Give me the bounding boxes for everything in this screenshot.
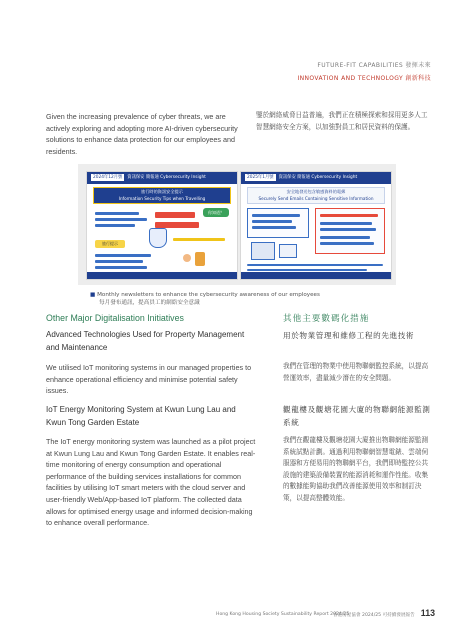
newsletter-title	[93, 187, 231, 204]
section-title-zh: 其他主要數碼化措施	[283, 314, 370, 324]
bullet-icon: ■	[90, 292, 96, 298]
tips-box	[247, 208, 309, 238]
text-line	[95, 260, 143, 263]
page-number: 113	[420, 608, 435, 618]
text-line	[320, 242, 374, 245]
energy-monitoring-body-en: The IoT energy monitoring system was launched as a pilot project at Kwun Lung Lau and Kwun Tong Garden Estate. It enables real-time monitoring of energy consumption and operational performance of the building services installations for common facilities by utilising IoT smart meters with the cloud server and user-friendly Web/App-based IoT platform. The collected data allows for optimised energy usage and informed decision-making to enhance overall performance.	[46, 437, 256, 528]
text-line	[252, 220, 292, 223]
travel-tag	[95, 240, 125, 248]
section-header: FUTURE-FIT CAPABILITIES 發揮未來	[317, 62, 431, 69]
newsletter-footer-band	[241, 272, 391, 279]
title-zh: 旅行時的資訊安全提示	[141, 189, 183, 194]
caption-en: Monthly newsletters to enhance the cybersecurity awareness of our employees	[97, 292, 320, 298]
newsletter-december	[86, 171, 238, 280]
text-line	[320, 222, 372, 225]
laptop-icon	[251, 242, 275, 260]
luggage-icon	[195, 252, 205, 266]
text-line	[247, 269, 367, 271]
text-line	[95, 212, 139, 215]
shield-icon	[149, 228, 167, 248]
figure-caption	[90, 291, 350, 307]
section-title-en: Other Major Digitalisation Initiatives	[46, 313, 184, 323]
tip-box	[155, 212, 195, 218]
property-management-body-en: We utilised IoT monitoring systems in our managed properties to enhance operational efficiency and minimise potential safety issues.	[46, 363, 252, 396]
newsletter-title	[247, 187, 385, 204]
newsletter-figure	[78, 164, 396, 285]
text-line	[173, 238, 225, 241]
badge-text: 你知道？	[208, 210, 224, 215]
newsletter-january	[240, 171, 392, 280]
text-line	[252, 226, 296, 229]
masthead-text: 資訊保安 簡報通 Cybersecurity Insight	[278, 175, 358, 180]
footer-report-en: Hong Kong Housing Society Sustainability Report 2024/25	[216, 612, 350, 617]
energy-monitoring-body-zh: 我們在觀龍樓及觀塘花園大廈推出物聯網能源監測系統試點計劃。通過利用物聯網智慧電錶、雲端伺服器和方便易用的物聯網平台，我們即時監控公共設施的建築設備裝置的能源消耗和運作性能。收集的數據能夠協助我們改善能源使用效率和制訂決策，以提高整體效能。	[283, 436, 429, 502]
title-en: Securely Send Emails Containing Sensitive Information	[258, 196, 374, 201]
newsletter-date: 2025年1月號	[247, 175, 274, 180]
traveller-illustration	[183, 254, 191, 262]
text-line	[320, 214, 378, 217]
subsection-header: INNOVATION AND TECHNOLOGY 創新科技	[297, 75, 431, 82]
footer-report-zh: 香港房屋協會 2024/25 可持續發展報告	[333, 613, 415, 618]
text-line	[95, 254, 151, 257]
property-management-body-zh: 我們在管理的物業中使用物聯網監控系統，以提高營運效率，盡量減少潛在的安全問題。	[283, 362, 429, 382]
text-line	[95, 224, 135, 227]
newsletter-masthead	[87, 172, 237, 184]
subheading-energy-monitoring-zh: 觀龍樓及觀塘花園大廈的物聯網能源監測系統	[283, 405, 431, 427]
subheading-energy-monitoring-en: IoT Energy Monitoring System at Kwun Lung Lau and Kwun Tong Garden Estate	[46, 405, 236, 427]
caption-zh: 每月發布通訊，提高員工的網絡安全意識	[99, 300, 200, 306]
text-line	[95, 266, 147, 269]
text-line	[247, 264, 383, 266]
newsletter-footer-band	[87, 272, 237, 279]
newsletter-masthead	[241, 172, 391, 184]
masthead-text: 資訊保安 簡報通 Cybersecurity Insight	[127, 175, 206, 180]
warning-box	[315, 208, 385, 254]
envelope-icon	[279, 244, 297, 258]
intro-paragraph-en: Given the increasing prevalence of cyber threats, we are actively exploring and adopting more AI-driven cybersecurity solutions to enhance data protection for our employees and residents.	[46, 112, 238, 156]
text-line	[320, 236, 370, 239]
subheading-property-management-en: Advanced Technologies Used for Property Management and Maintenance	[46, 330, 245, 352]
did-you-know-badge	[203, 208, 229, 217]
subheading-property-management-zh: 用於物業管理和維修工程的先進技術	[283, 331, 415, 340]
title-en: Information Security Tips when Travelling	[118, 196, 206, 201]
text-line	[95, 218, 147, 221]
text-line	[252, 214, 300, 217]
tag-text: 旅行提示	[102, 241, 118, 246]
title-zh: 安全地發送包含敏感資料的電郵	[286, 189, 346, 194]
text-line	[320, 228, 376, 231]
newsletter-date: 2024年12月號	[93, 175, 123, 180]
intro-paragraph-zh: 鑒於網絡威脅日益普遍，我們正在積極探索和採用更多人工智慧網絡安全方案，以加強對員工和居民資料的保護。	[256, 111, 428, 131]
